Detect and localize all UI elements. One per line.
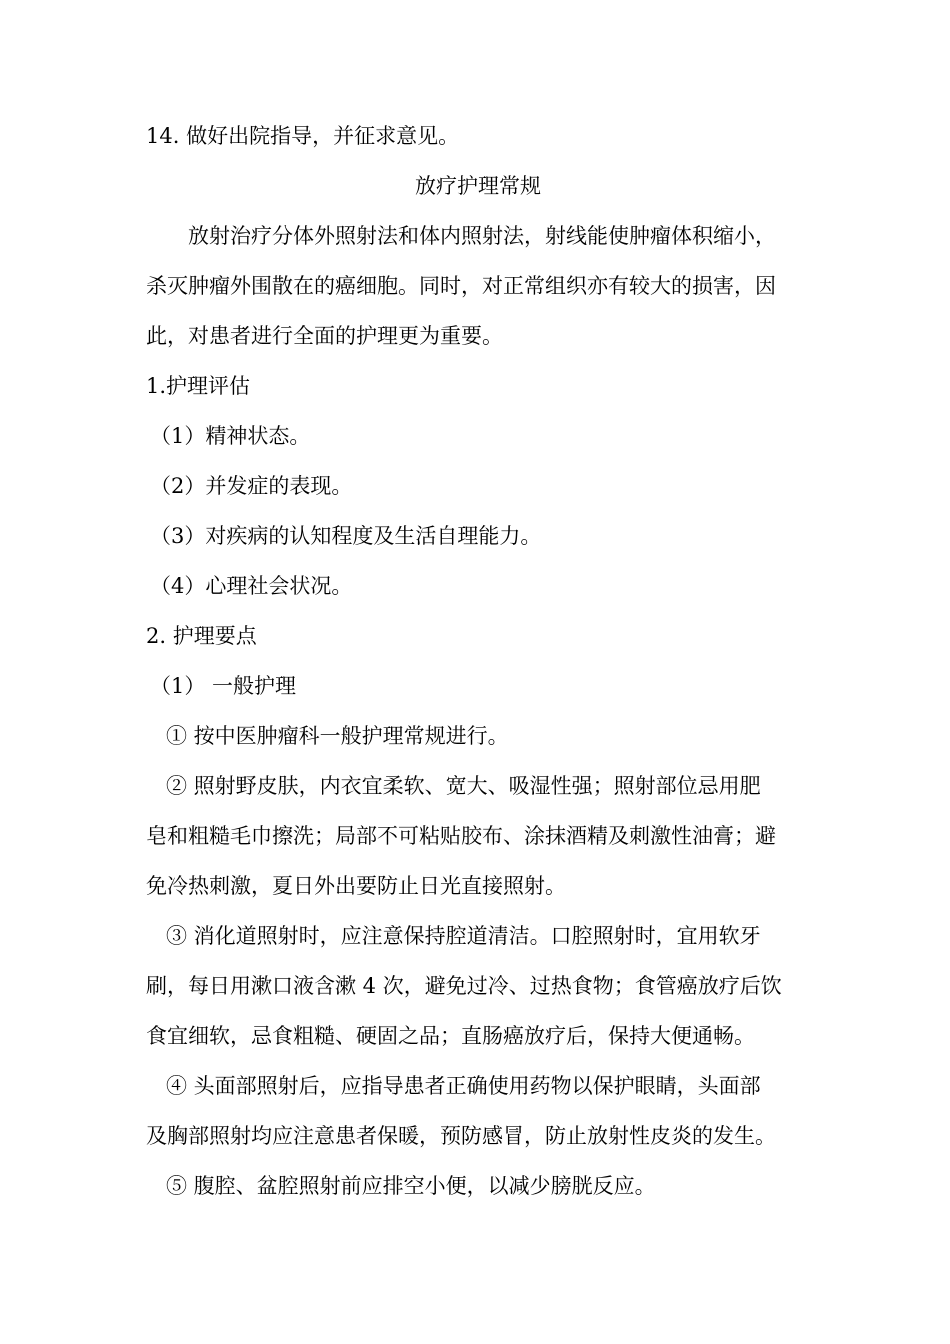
care-item-3-line-1: ③ 消化道照射时，应注意保持腔道清洁。口腔照射时，宜用软牙 bbox=[166, 924, 761, 948]
care-item-2-line-3: 免冷热刺激，夏日外出要防止日光直接照射。 bbox=[146, 874, 566, 898]
assessment-item-1: （1）精神状态。 bbox=[150, 424, 311, 448]
heading-nursing-points: 2. 护理要点 bbox=[146, 624, 257, 648]
intro-paragraph-line-1: 放射治疗分体外照射法和体内照射法，射线能使肿瘤体积缩小， bbox=[188, 224, 776, 248]
care-item-4-line-2: 及胸部照射均应注意患者保暖，预防感冒，防止放射性皮炎的发生。 bbox=[146, 1124, 776, 1148]
subheading-general-care: （1） 一般护理 bbox=[150, 674, 297, 698]
care-item-4-line-1: ④ 头面部照射后，应指导患者正确使用药物以保护眼睛，头面部 bbox=[166, 1074, 761, 1098]
intro-paragraph-line-3: 此，对患者进行全面的护理更为重要。 bbox=[146, 324, 503, 348]
intro-paragraph-line-2: 杀灭肿瘤外围散在的癌细胞。同时，对正常组织亦有较大的损害，因 bbox=[146, 274, 776, 298]
care-item-3-line-3: 食宜细软，忌食粗糙、硬固之品；直肠癌放疗后，保持大便通畅。 bbox=[146, 1024, 755, 1048]
care-item-1: ① 按中医肿瘤科一般护理常规进行。 bbox=[166, 724, 509, 748]
assessment-item-3: （3）对疾病的认知程度及生活自理能力。 bbox=[150, 524, 542, 548]
heading-nursing-assessment: 1.护理评估 bbox=[146, 374, 251, 398]
assessment-item-4: （4）心理社会状况。 bbox=[150, 574, 353, 598]
care-item-5: ⑤ 腹腔、盆腔照射前应排空小便，以减少膀胱反应。 bbox=[166, 1174, 656, 1198]
assessment-item-2: （2）并发症的表现。 bbox=[150, 474, 353, 498]
section-title: 放疗护理常规 bbox=[415, 174, 541, 198]
discharge-guidance-line: 14. 做好出院指导，并征求意见。 bbox=[146, 124, 460, 148]
care-item-2-line-2: 皂和粗糙毛巾擦洗；局部不可粘贴胶布、涂抹酒精及刺激性油膏；避 bbox=[146, 824, 776, 848]
care-item-2-line-1: ② 照射野皮肤，内衣宜柔软、宽大、吸湿性强；照射部位忌用肥 bbox=[166, 774, 761, 798]
care-item-3-line-2: 刷，每日用漱口液含漱 4 次，避免过冷、过热食物；食管癌放疗后饮 bbox=[146, 974, 782, 998]
